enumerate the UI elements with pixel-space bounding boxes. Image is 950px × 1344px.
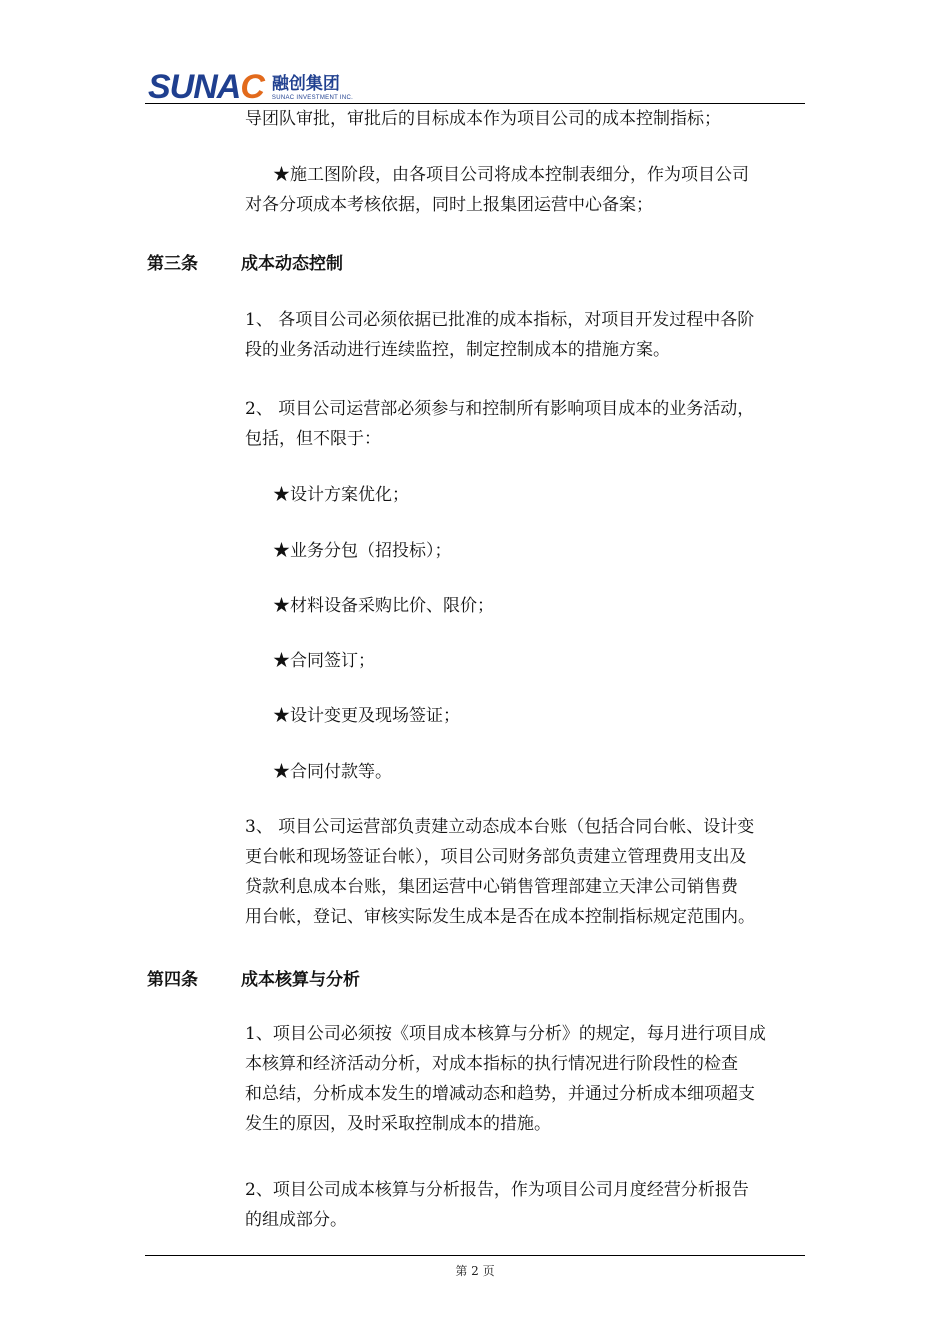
article-4-heading: 第四条 成本核算与分析 xyxy=(147,970,360,990)
footer-divider xyxy=(145,1255,805,1256)
article-3-heading: 第三条 成本动态控制 xyxy=(147,254,343,274)
list-item: ★合同付款等。 xyxy=(273,762,392,782)
list-item: ★合同签订； xyxy=(273,651,375,671)
list-item: ★设计方案优化； xyxy=(273,485,409,505)
list-item: ★业务分包（招投标）； xyxy=(273,541,452,561)
logo-wordmark: SUNAC xyxy=(148,68,264,106)
page-number: 第 2 页 xyxy=(455,1264,495,1278)
article-3-item-1: 1、 各项目公司必须依据已批准的成本指标，对项目开发过程中各阶 段的业务活动进行连续监控，制定控制成本的措施方案。 xyxy=(245,310,755,360)
logo-english-name: SUNAC INVESTMENT INC. xyxy=(271,95,354,101)
article-4-item-1: 1、项目公司必须按《项目成本核算与分析》的规定，每月进行项目成 本核算和经济活动分析，对成本指标的执行情况进行阶段性的检查 和总结，分析成本发生的增减动态和趋势，并通过分析成本细项超支 发生的原因，及时采取控制成本的措施。 xyxy=(245,1024,766,1134)
logo-chinese-name: 融创集团 xyxy=(271,74,340,94)
list-item: ★材料设备采购比价、限价； xyxy=(273,596,494,616)
company-logo xyxy=(148,66,353,104)
continued-paragraph: 导团队审批，审批后的目标成本作为项目公司的成本控制指标； xyxy=(245,109,721,129)
construction-stage-paragraph: ★施工图阶段，由各项目公司将成本控制表细分，作为项目公司 对各分项成本考核依据，同时上报集团运营中心备案； xyxy=(245,165,749,215)
article-3-item-3: 3、 项目公司运营部负责建立动态成本台账（包括合同台帐、设计变 更台帐和现场签证台帐），项目公司财务部负责建立管理费用支出及 贷款利息成本台账，集团运营中心销售管理部建立天津公司销售费 用台帐，登记、审核实际发生成本是否在成本控制指标规定范围内。 xyxy=(245,817,755,927)
list-item: ★设计变更及现场签证； xyxy=(273,706,460,726)
article-3-item-2: 2、 项目公司运营部必须参与和控制所有影响项目成本的业务活动， 包括，但不限于： xyxy=(245,399,755,449)
article-4-item-2: 2、项目公司成本核算与分析报告，作为项目公司月度经营分析报告 的组成部分。 xyxy=(245,1180,749,1230)
